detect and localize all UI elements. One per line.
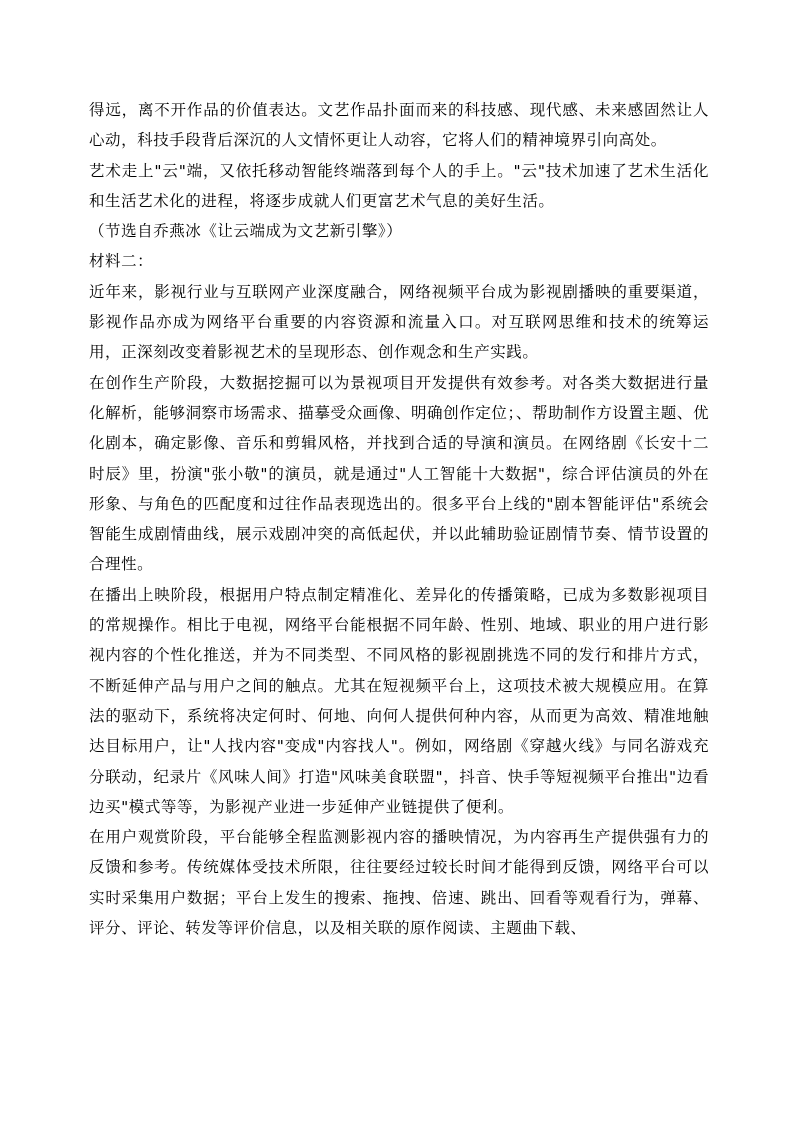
paragraph-industry-integration: 近年来，影视行业与互联网产业深度融合，网络视频平台成为影视剧播映的重要渠道，影视作品亦成为网络平台重要的内容资源和流量入口。对互联网思维和技术的统筹运用，正深刻改变着影视艺术的呈现形态、创作观念和生产实践。: [89, 282, 709, 362]
document-body: [89, 95, 709, 943]
paragraph-art-on-cloud: 艺术走上"云"端，又依托移动智能终端落到每个人的手上。"云"技术加速了艺术生活化和生活艺术化的进程，将逐步成就人们更富艺术气息的美好生活。: [89, 161, 709, 210]
paragraph-release-stage: 在播出上映阶段，根据用户特点制定精准化、差异化的传播策略，已成为多数影视项目的常规操作。相比于电视，网络平台能根据不同年龄、性别、地域、职业的用户进行影视内容的个性化推送，并为不同类型、不同风格的影视剧挑选不同的发行和排片方式，不断延伸产品与用户之间的触点。尤其在短视频平台上，这项技术被大规模应用。在算法的驱动下，系统将决定何时、何地、向何人提供何种内容，从而更为高效、精准地触达目标用户，让"人找内容"变成"内容找人"。例如，网络剧《穿越火线》与同名游戏充分联动，纪录片《风味人间》打造"风味美食联盟"，抖音、快手等短视频平台推出"边看边买"模式等等，为影视产业进一步延伸产业链提供了便利。: [89, 585, 709, 816]
paragraph-creation-stage: 在创作生产阶段，大数据挖掘可以为景视项目开发提供有效参考。对各类大数据进行量化解析，能够洞察市场需求、描摹受众画像、明确创作定位；、帮助制作方设置主题、优化剧本，确定影像、音乐和剪辑风格，并找到合适的导演和演员。在网络剧《长安十二时辰》里，扮演"张小敬"的演员，就是通过"人工智能十大数据"，综合评估演员的外在形象、与角色的匹配度和过往作品表现选出的。很多平台上线的"剧本智能评估"系统会智能生成剧情曲线，展示戏剧冲突的高低起伏，并以此辅助验证剧情节奏、情节设置的合理性。: [89, 373, 709, 574]
paragraph-value-expression: 得远，离不开作品的价值表达。文艺作品扑面而来的科技感、现代感、未来感固然让人心动，科技手段背后深沉的人文情怀更让人动容，它将人们的精神境界引向高处。: [89, 101, 709, 150]
source-citation: （节选自乔燕冰《让云端成为文艺新引擎》）: [89, 222, 403, 241]
section-heading-material-two: 材料二：: [89, 252, 154, 271]
paragraph-viewing-stage: 在用户观赏阶段，平台能够全程监测影视内容的播映情况，为内容再生产提供强有力的反馈和参考。传统媒体受技术所限，往往要经过较长时间才能得到反馈，网络平台可以实时采集用户数据；平台上发生的搜索、拖拽、倍速、跳出、回看等观看行为，弹幕、评分、评论、转发等评价信息，以及相关联的原作阅读、主题曲下载、: [89, 828, 709, 938]
